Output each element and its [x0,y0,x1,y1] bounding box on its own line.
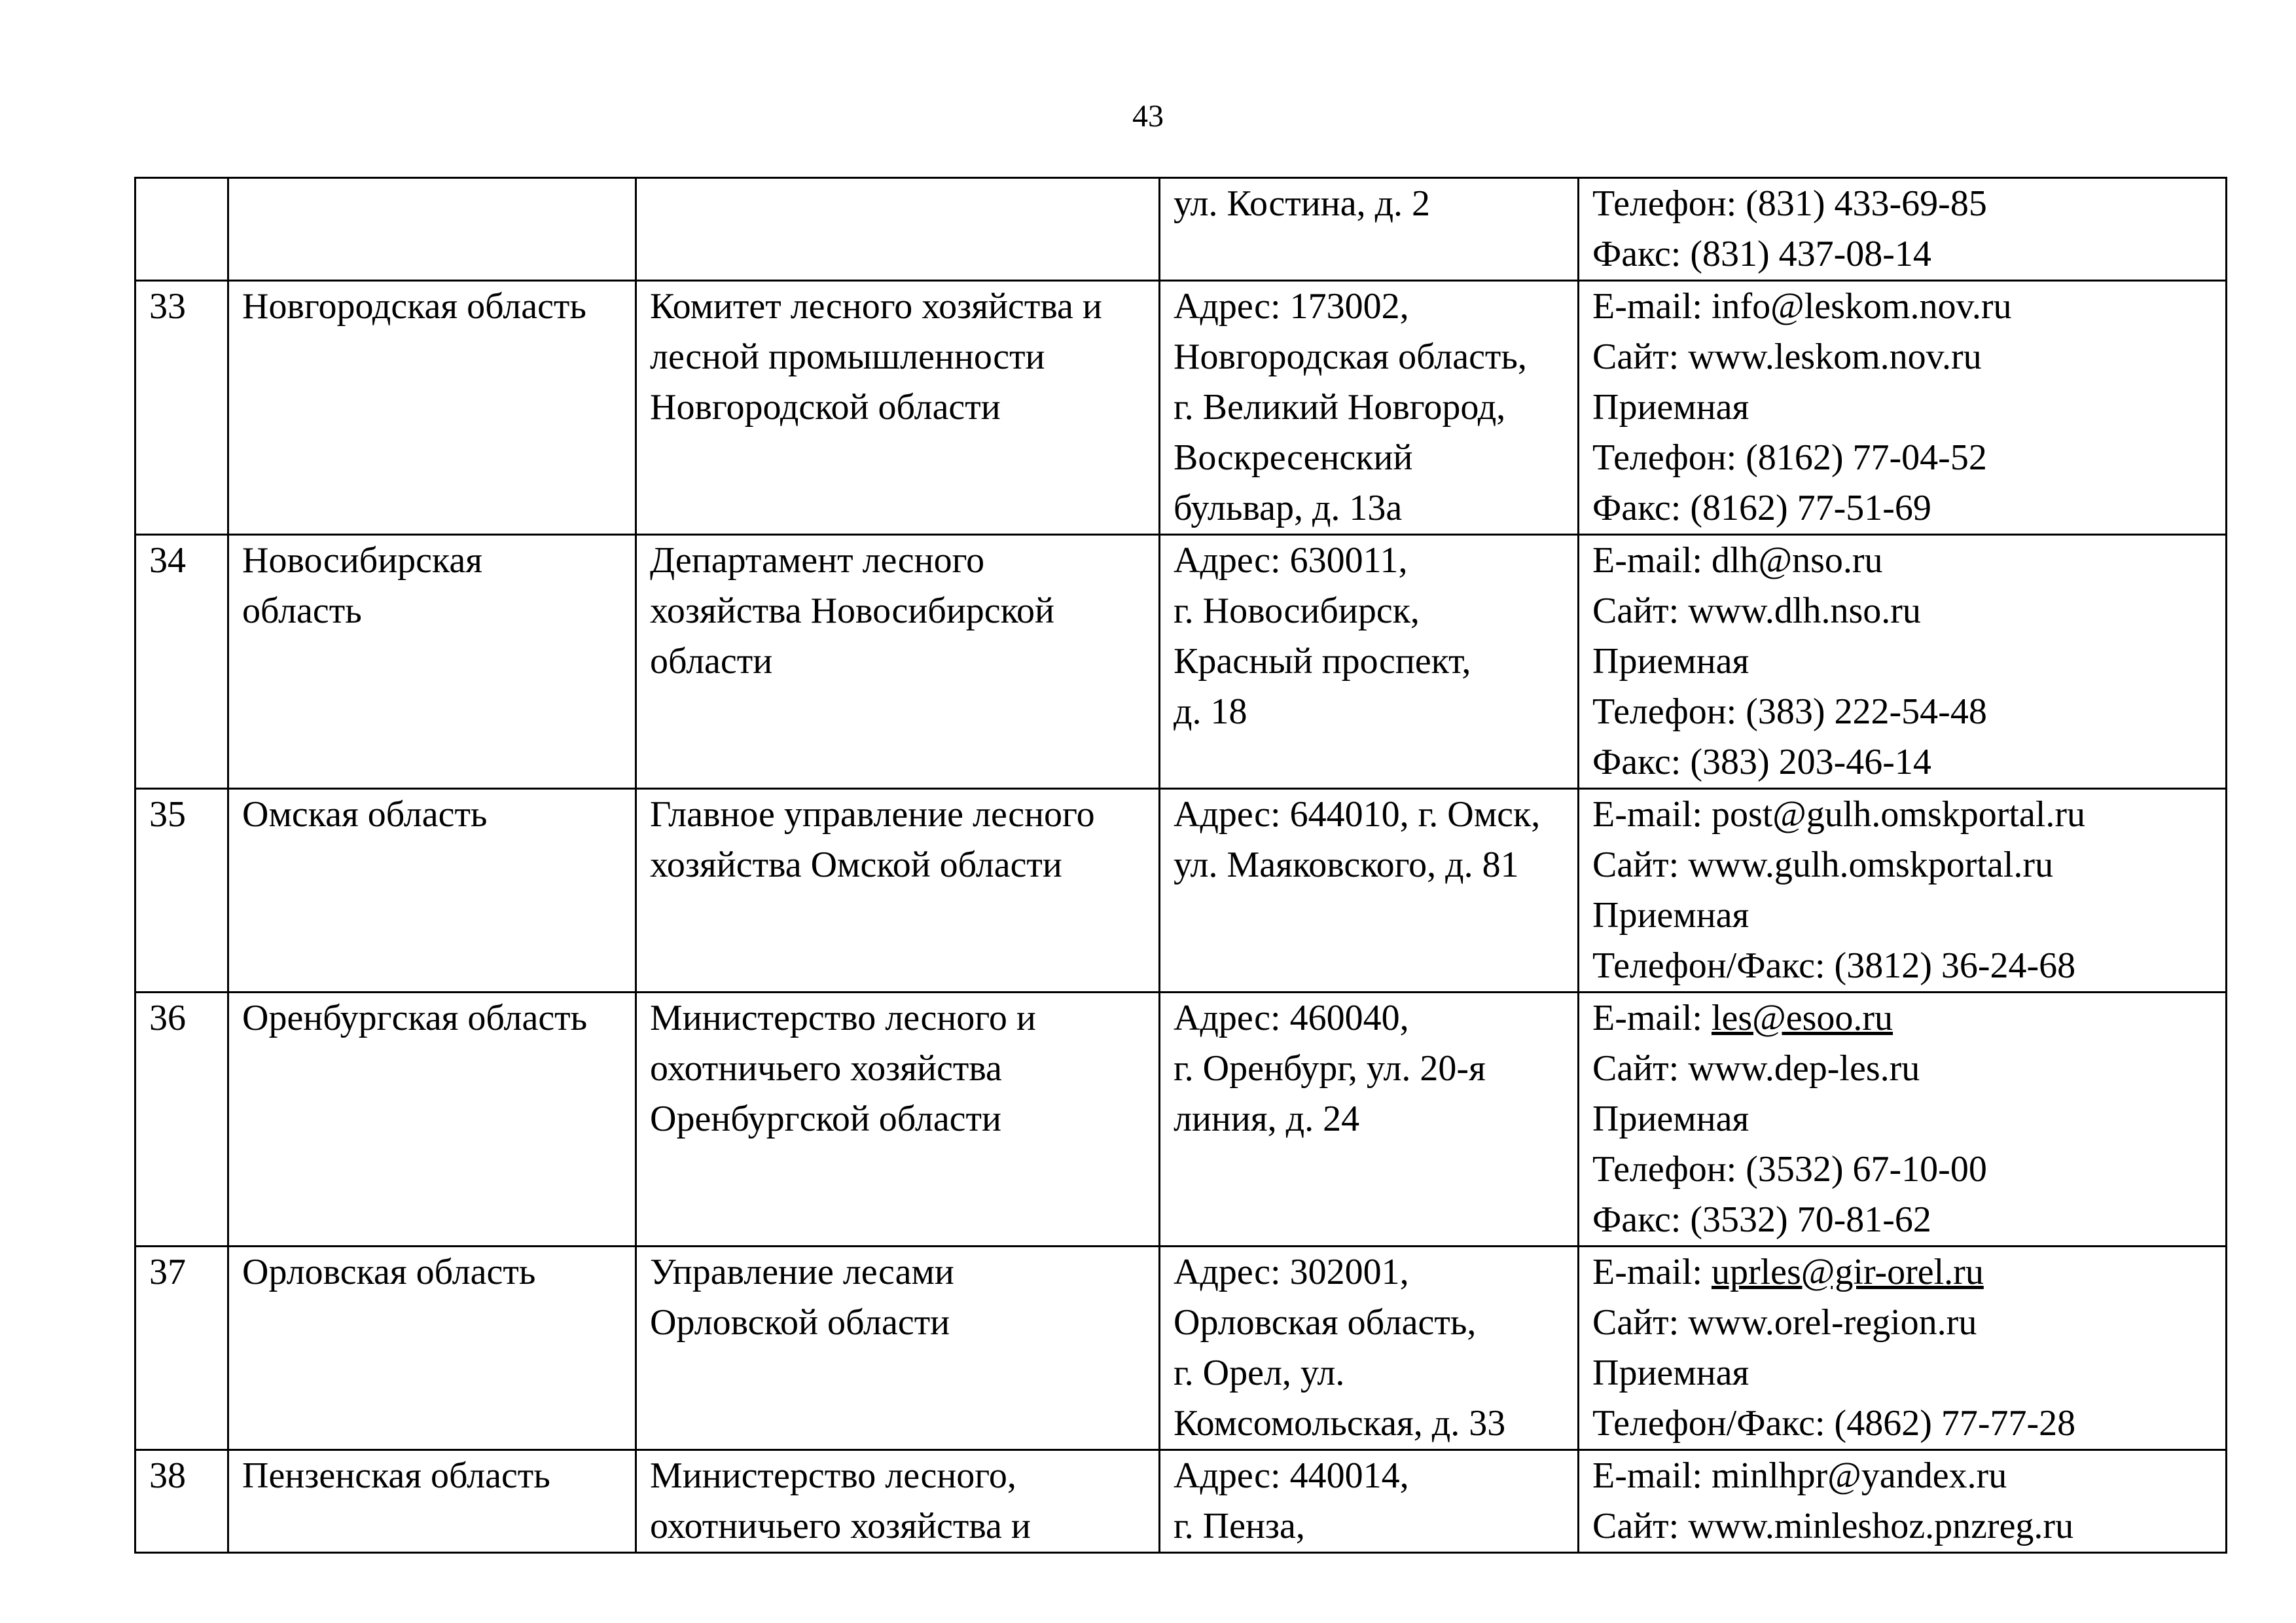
email-line: E-mail: minlhpr@yandex.ru [1592,1455,2007,1496]
address-cell [1160,178,1579,281]
address-line: г. Оренбург, ул. 20-я [1174,1048,1486,1089]
organization-line: лесной промышленности [650,337,1045,377]
phone-line: Телефон: (3532) 67-10-00 [1592,1149,1987,1190]
row-number-cell: 38 [135,1450,228,1553]
address-line: Новгородская область, [1174,337,1527,377]
address-cell [1160,281,1579,535]
address-cell [1160,535,1579,789]
contacts-cell [1579,789,2227,993]
website-line: Сайт: www.minleshoz.pnzreg.ru [1592,1506,2074,1546]
address-line: Адрес: 460040, [1174,998,1409,1038]
organization-line: Оренбургской области [650,1099,1001,1139]
organization-line: области [650,641,773,682]
fax-line: Факс: (831) 437-08-14 [1592,234,1931,274]
region-cell [228,535,636,789]
website-line: Сайт: www.dlh.nso.ru [1592,591,1921,631]
website-line: Сайт: www.orel-region.ru [1592,1302,1977,1343]
address-line: Комсомольская, д. 33 [1174,1403,1506,1444]
organization-line: Министерство лесного, [650,1455,1016,1496]
organization-line: хозяйства Омской области [650,845,1062,885]
address-line: Адрес: 644010, г. Омск, [1174,794,1541,835]
region-line: Омская область [242,794,488,835]
reception-label: Приемная [1592,895,1749,936]
row-number-cell: 33 [135,281,228,535]
contacts-cell [1579,535,2227,789]
organization-line: Управление лесами [650,1252,954,1292]
email-line[interactable]: E-mail: les@esoo.ru [1592,998,1893,1038]
email-link[interactable]: les@esoo.ru [1711,998,1893,1038]
region-line: область [242,591,362,631]
address-line: Воскресенский [1174,437,1413,478]
phone-line: Телефон: (383) 222-54-48 [1592,691,1987,732]
organization-line: хозяйства Новосибирской [650,591,1054,631]
region-line: Орловская область [242,1252,536,1292]
table-row [135,178,2227,281]
organization-cell [636,789,1160,993]
region-cell [228,178,636,281]
email-link[interactable]: uprles@gir-orel.ru [1711,1252,1984,1292]
organization-cell [636,993,1160,1247]
phone-line: Телефон: (8162) 77-04-52 [1592,437,1987,478]
organization-line: охотничьего хозяйства и [650,1506,1031,1546]
contacts-cell [1579,178,2227,281]
region-line: Оренбургская область [242,998,588,1038]
page-number: 43 [1132,99,1164,134]
website-line: Сайт: www.leskom.nov.ru [1592,337,1982,377]
contacts-cell [1579,1247,2227,1450]
row-number-cell [135,178,228,281]
organization-line: охотничьего хозяйства [650,1048,1002,1089]
forestry-agencies-table [134,177,2227,1554]
organization-cell [636,281,1160,535]
table-row [135,1247,2227,1450]
table-row [135,789,2227,993]
address-line: бульвар, д. 13а [1174,488,1403,528]
address-cell [1160,993,1579,1247]
address-line: Адрес: 440014, [1174,1455,1409,1496]
phone-fax-line: Телефон/Факс: (4862) 77-77-28 [1592,1403,2076,1444]
website-line: Сайт: www.gulh.omskportal.ru [1592,845,2054,885]
region-line: Новосибирская [242,540,483,581]
address-line: Адрес: 302001, [1174,1252,1409,1292]
address-line: Красный проспект, [1174,641,1471,682]
fax-line: Факс: (8162) 77-51-69 [1592,488,1931,528]
organization-line: Министерство лесного и [650,998,1036,1038]
website-line: Сайт: www.dep-les.ru [1592,1048,1920,1089]
address-line: линия, д. 24 [1174,1099,1360,1139]
organization-line: Главное управление лесного [650,794,1095,835]
address-line: г. Новосибирск, [1174,591,1420,631]
region-cell [228,993,636,1247]
organization-cell [636,178,1160,281]
reception-label: Приемная [1592,1353,1749,1393]
region-cell [228,281,636,535]
reception-label: Приемная [1592,387,1749,428]
organization-cell [636,535,1160,789]
phone-line: Телефон: (831) 433-69-85 [1592,183,1987,224]
region-line: Пензенская область [242,1455,550,1496]
fax-line: Факс: (3532) 70-81-62 [1592,1199,1931,1240]
address-line: г. Орел, ул. [1174,1353,1345,1393]
email-line: E-mail: info@leskom.nov.ru [1592,286,2012,327]
address-line: ул. Маяковского, д. 81 [1174,845,1519,885]
organization-line: Департамент лесного [650,540,985,581]
table-row [135,1450,2227,1553]
address-line: г. Пенза, [1174,1506,1305,1546]
organization-line: Комитет лесного хозяйства и [650,286,1102,327]
table-row [135,281,2227,535]
contacts-cell [1579,993,2227,1247]
fax-line: Факс: (383) 203-46-14 [1592,742,1931,782]
address-line: ул. Костина, д. 2 [1174,183,1431,224]
row-number-cell: 36 [135,993,228,1247]
address-line: Адрес: 173002, [1174,286,1409,327]
organization-line: Орловской области [650,1302,950,1343]
email-line[interactable]: E-mail: uprles@gir-orel.ru [1592,1252,1984,1292]
region-cell [228,1450,636,1553]
organization-cell [636,1247,1160,1450]
row-number-cell: 37 [135,1247,228,1450]
email-line: E-mail: dlh@nso.ru [1592,540,1883,581]
address-line: г. Великий Новгород, [1174,387,1506,428]
address-line: Адрес: 630011, [1174,540,1408,581]
organization-line: Новгородской области [650,387,1001,428]
address-cell [1160,789,1579,993]
table-row [135,535,2227,789]
contacts-cell [1579,1450,2227,1553]
address-line: д. 18 [1174,691,1247,732]
row-number-cell: 34 [135,535,228,789]
address-line: Орловская область, [1174,1302,1477,1343]
row-number-cell: 35 [135,789,228,993]
table-row [135,993,2227,1247]
region-line: Новгородская область [242,286,586,327]
address-cell [1160,1450,1579,1553]
reception-label: Приемная [1592,1099,1749,1139]
email-line: E-mail: post@gulh.omskportal.ru [1592,794,2086,835]
contacts-cell [1579,281,2227,535]
organization-cell [636,1450,1160,1553]
reception-label: Приемная [1592,641,1749,682]
region-cell [228,789,636,993]
region-cell [228,1247,636,1450]
phone-fax-line: Телефон/Факс: (3812) 36-24-68 [1592,945,2076,986]
address-cell [1160,1247,1579,1450]
